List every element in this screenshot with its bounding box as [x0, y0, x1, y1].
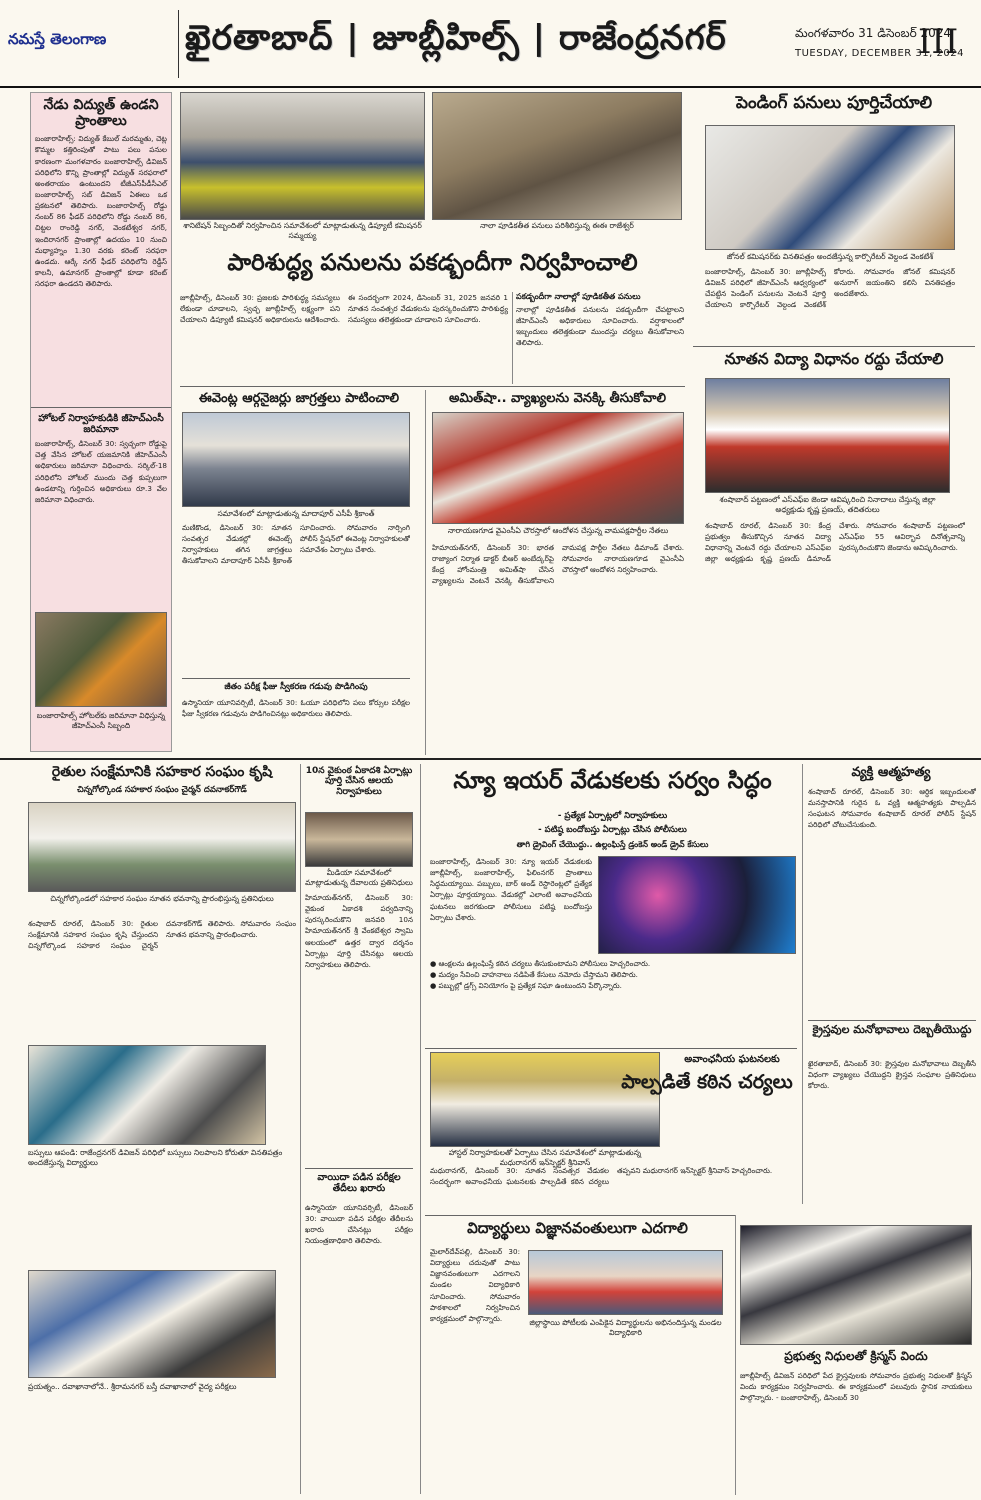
power-cut-body: బంజారాహిల్స్: విద్యుత్ కేబుల్ మరమ్మతు, చెట్ల కొమ్మల కత్తిరింపుతో పాటు పలు పనుల కారణంగా మంగళవారం బంజారాహిల్స్ డివిజన్ పరిధిలోని కొన్ని ప్రాంతాల్లో విద్యుత్ సరఫరాలో అంతరాయం ఉంటుందని టీజీఎస్‌పీడీసీఎల్ బంజారాహిల్స్ సబ్ డివిజన్ ఏఈలు ఒక ప్రకటనలో తెలిపారు. బంజారాహిల్స్ రోడ్డు నంబర్ 86 ఫీడర్ పరిధిలోని రోడ్డు నంబర్ 86, చిట్టల రాంరెడ్డి నగర్, వెంకటేశ్వర నగర్, ఇందిరానగర్ ప్రాంతాల్లో ఉదయం 10 నుంచి మధ్యాహ్నం 1.30 వరకు కరెంట్ సరఫరా ఉండదు. ఆర్కే నగర్ ఫీడర్ పరిధిలోని రెడ్డీస్ కాలనీ, ఉమానగర్ ప్రాంతాల్లో కూడా కరెంట్ సరఫరా ఉండదని తెలిపారు. [35, 134, 167, 289]
amitshah-protest-photo [432, 412, 684, 524]
christian-sentiments-body: ఖైరతాబాద్, డిసెంబర్ 30: క్రైస్తవుల మనోభావాలు దెబ్బతీసే విధంగా వ్యాఖ్యలు చేయొద్దని క్రైస్తవ సంఘాల ప్రతినిధులు కోరారు. [808, 1059, 976, 1091]
events-meeting-photo [182, 412, 410, 507]
divider [300, 764, 301, 1494]
amitshah-body: హిమాయత్‌నగర్, డిసెంబర్ 30: భారత రాజ్యాంగ నిర్మాత డాక్టర్ బీఆర్ అంబేద్కర్‌పై కేంద్ర హోంమంత్రి అమిత్‌షా చేసిన వ్యాఖ్యలను వెంటనే వెనక్కి తీసుకోవాలని వామపక్ష పార్టీల నేతలు డిమాండ్ చేశారు. సోమవారం నారాయణగూడ వైఎంసీఏ చౌరస్తాలో ఆందోళన నిర్వహించారు. [432, 543, 684, 586]
drain-desilting-body: నాలాల్లో పూడికతీత పనులను పకడ్బందీగా చేపట్టాలని జీహెచ్ఎంసీ అధికారులు సూచించారు. వర్షాకాలంలో ఇబ్బందులు తలెత్తకుండా ముందస్తు చర్యలు తీసుకోవాలని తెలిపారు. [516, 305, 684, 348]
events-body: మణికొండ, డిసెంబర్ 30: నూతన సంవత్సర వేడుకల్లో ఈవెంట్స్ నిర్వాహకులు తగిన జాగ్రత్తలు తీసుకోవాలని మాదాపూర్ ఏసీపీ శ్రీకాంత్ సూచించారు. సోమవారం నార్సింగి పోలీస్ స్టేషన్‌లో ఈవెంట్ల నిర్వాహకులతో సమావేశం ఏర్పాటు చేశారు. [182, 523, 410, 566]
newyear-subheadline-2: - పటిష్ఠ బందోబస్తు ఏర్పాట్లు చేసిన పోలీసులు [538, 825, 687, 835]
sanitation-meeting-photo [180, 92, 425, 220]
students-headline: విద్యార్థులు విజ్ఞానవంతులుగా ఎదగాలి [467, 1219, 688, 1237]
cooperative-photo [28, 802, 296, 892]
cooperative-caption: చిన్నగోల్కొండలో సహకార సంఘం నూతన భవనాన్ని ప్రారంభిస్తున్న ప్రతినిధులు [50, 894, 274, 903]
newyear-bullet: ● ఆంక్షలను ఉల్లంఘిస్తే కఠిన చర్యలు తీసుకుంటామని పోలీసులు హెచ్చరించారు. [430, 959, 651, 968]
hotel-fine-body: బంజారాహిల్స్, డిసెంబర్ 30: స్వచ్ఛంగా రోడ్డుపై చెత్త వేసిన హోటల్ యజమానికి జీహెచ్ఎంసీ అధికారులు జరిమానా విధించారు. సర్కిల్-18 పరిధిలోని హోటల్ ముందు చెత్త కుప్పలుగా ఉండటాన్ని గుర్తించిన అధికారులు రూ.3 వేల జరిమానా విధించారు. [35, 439, 167, 504]
divider [305, 1168, 413, 1169]
hotel-fine-caption: బంజారాహిల్స్ హోటల్‌కు జరిమానా విధిస్తున్న జీహెచ్ఎంసీ సిబ్బంది [36, 711, 166, 730]
education-policy-headline: నూతన విద్యా విధానం రద్దు చేయాలి [724, 350, 944, 368]
page-number: III [918, 22, 959, 62]
students-caption: జిల్లాస్థాయి పోటీలకు ఎంపికైన విద్యార్థులను అభినందిస్తున్న మండల విద్యాధికారి [529, 1318, 722, 1337]
exam-fee-body: ఉస్మానియా యూనివర్సిటీ, డిసెంబర్ 30: ఓయూ పరిధిలోని పలు కోర్సుల పరీక్షల ఫీజు స్వీకరణ గడువును పొడిగించినట్లు అధికారులు తెలిపారు. [182, 698, 410, 719]
clinic-photo [28, 1270, 276, 1378]
masthead-title: ఖైరతాబాద్ | జూబ్లీహిల్స్ | రాజేంద్రనగర్ [185, 18, 727, 58]
cooperative-headline: రైతుల సంక్షేమానికి సహకార సంఘం కృషి [51, 764, 273, 780]
exam-dates-headline: వాయిదా పడిన పరీక్షల తేదీలు ఖరారు [317, 1172, 401, 1194]
temple-press-caption: మీడియా సమావేశంలో మాట్లాడుతున్న దేవాలయ ప్రతినిధులు [305, 868, 413, 887]
section-divider [0, 758, 981, 760]
date-english: TUESDAY, DECEMBER 31, 2024 [795, 48, 964, 59]
hostel-meeting-caption: హాస్టల్ నిర్వాహకులతో ఏర్పాటు చేసిన సమావేశంలో మాట్లాడుతున్న మధురానగర్ ఇన్‌స్పెక్టర్ శ్రీనివాస్ [448, 1148, 642, 1167]
brand-logo: నమస్తే తెలంగాణ [8, 30, 107, 48]
pending-works-photo [705, 125, 955, 250]
divider [693, 346, 975, 347]
masthead [0, 0, 981, 88]
christmas-headline: ప్రభుత్వ నిధులతో క్రిస్మస్ విందు [784, 1349, 928, 1363]
newyear-bullets [430, 958, 796, 1043]
drain-desilting-headline: పకడ్బందీగా నాలాల్లో పూడికతీత పనులు [516, 292, 641, 301]
temple-headline: 10న వైకుంఠ ఏకాదశి ఏర్పాట్లు పూర్తి చేసిన ఆలయ నిర్వాహకులు [305, 766, 413, 797]
events-headline: ఈవెంట్ల ఆర్గనైజర్లు జాగ్రత్తలు పాటించాలి [198, 391, 400, 406]
bus-memorandum-caption: బస్సులు ఆపండి: రాజేంద్రనగర్ డివిజన్ పరిధిలో బస్సులు నిలపాలని కోరుతూ వినతిపత్రం అందజేస్తున్న విద్యార్థులు [28, 1148, 283, 1167]
education-policy-body: శంషాబాద్ రూరల్, డిసెంబర్ 30: కేంద్ర ప్రభుత్వం తీసుకొచ్చిన నూతన విద్యా విధానాన్ని వెంటనే రద్దు చేయాలని ఎస్‌ఎఫ్‌ఐ జిల్లా అధ్యక్షుడు కృష్ణ ప్రణయ్ డిమాండ్ చేశారు. సోమవారం శంషాబాద్ పట్టణంలో ఎస్‌ఎఫ్‌ఐ 55 ఆవిర్భావ దినోత్సవాన్ని పురస్కరించుకొని జెండాను ఆవిష్కరించారు. [705, 521, 965, 564]
drain-inspection-caption: నాలా పూడికతీత పనులు పరిశీలిస్తున్న ఈఈ రాజేశ్వర్ [480, 221, 634, 230]
divider [180, 386, 685, 387]
pending-works-caption: జోనల్ కమిషనర్‌కు వినతిపత్రం అందజేస్తున్న కార్పొరేటర్ వెల్దండ వెంకటేశ్ [726, 252, 934, 261]
exam-fee-headline: జీతం పరీక్ష ఫీజు స్వీకరణ గడువు పొడిగింపు [224, 682, 368, 692]
christian-sentiments-headline: క్రైస్తవుల మనోభావాలు దెబ్బతీయొద్దు [812, 1023, 972, 1036]
hotel-fine-photo [35, 612, 167, 707]
cooperative-body: శంషాబాద్ రూరల్, డిసెంబర్ 30: రైతుల సంక్షేమానికి సహకార సంఘం కృషి చేస్తుందని చిన్నగోల్కొండ సహకార సంఘం చైర్మన్ దవనాకర్‌గౌడ్ తెలిపారు. సోమవారం సంఘం నూతన భవనాన్ని ప్రారంభించారు. [28, 919, 296, 951]
newyear-bullet: ● పబ్బుల్లో డ్రగ్స్ వినియోగం పై ప్రత్యేక నిఘా ఉంటుందని పేర్కొన్నారు. [430, 981, 622, 991]
temple-body: హిమాయత్‌నగర్, డిసెంబర్ 30: వైకుంఠ ఏకాదశి పర్వదినాన్ని పురస్కరించుకొని జనవరి 10న హిమాయత్‌నగర్ శ్రీ వేంకటేశ్వర స్వామి ఆలయంలో ఉత్తర ద్వార దర్శనం ఏర్పాట్లు పూర్తి చేసినట్లు ఆలయ నిర్వాహకులు తెలిపారు. [305, 893, 413, 969]
divider [420, 764, 421, 1494]
students-body: మైలార్‌దేవ్‌పల్లి, డిసెంబర్ 30: విద్యార్థులు చదువుతో పాటు విజ్ఞానవంతులుగా ఎదగాలని మండల విద్యాధికారి సూచించారు. సోమవారం పాఠశాలలో నిర్వహించిన కార్యక్రమంలో పాల్గొన్నారు. [430, 1247, 520, 1323]
events-meeting-caption: సమావేశంలో మాట్లాడుతున్న మాదాపూర్ ఎసీపీ శ్రీకాంత్ [217, 509, 375, 518]
exam-dates-body: ఉస్మానియా యూనివర్సిటీ, డిసెంబర్ 30: వాయిదా పడిన పరీక్షల తేదీలను ఖరారు చేసినట్లు పరీక్షల నియంత్రణాధికారి తెలిపారు. [305, 1203, 413, 1246]
clinic-caption: ప్రయత్నం.. దవాఖానాలోనే.. శ్రీరామనగర్ బస్తీ దవాఖానాలో వైద్య పరీక్షలు [28, 1382, 237, 1391]
education-protest-caption: శంషాబాద్ పట్టణంలో ఎస్‌ఎఫ్‌ఐ జెండా ఆవిష్కరించి నినాదాలు చేస్తున్న జిల్లా అధ్యక్షుడు కృష్ణ ప్రణయ్, తదితరులు [719, 495, 936, 514]
suicide-body: శంషాబాద్ రూరల్, డిసెంబర్ 30: ఆర్థిక ఇబ్బందులతో మనస్తాపానికి గురైన ఓ వ్యక్తి ఆత్మహత్యకు పాల్పడిన సంఘటన సోమవారం శంషాబాద్ రూరల్ పోలీస్ స్టేషన్ పరిధిలో చోటుచేసుకుంది. [808, 787, 976, 830]
divider [182, 678, 410, 679]
pending-works-headline: పెండింగ్ పనులు పూర్తిచేయాలి [735, 93, 933, 113]
hostel-meeting-photo [430, 1052, 660, 1147]
unwanted-incidents-headline: పాల్పడితే కఠిన చర్యలు [621, 1071, 793, 1093]
pending-works-body: బంజారాహిల్స్, డిసెంబర్ 30: జూబ్లీహిల్స్ డివిజన్ పరిధిలో జీహెచ్ఎంసీ ఆధ్వర్యంలో చేపట్టిన పెండింగ్ పనులను వెంటనే పూర్తి చేయాలని కార్పొరేటర్ వెల్దండ వెంకటేశ్ కోరారు. సోమవారం జోనల్ కమిషనర్ అనురాగ్ జయంతిని కలిసి వినతిపత్రం అందజేశారు. [705, 267, 955, 310]
newyear-headline: న్యూ ఇయర్ వేడుకలకు సర్వం సిద్ధం [453, 768, 772, 794]
divider [808, 1020, 976, 1021]
power-cut-headline: నేడు విద్యుత్ ఉండని ప్రాంతాలు [43, 97, 159, 130]
christmas-photo [740, 1225, 972, 1345]
amitshah-protest-caption: నారాయణగూడ వైఎంసీఏ చౌరస్తాలో ఆందోళన చేస్తున్న వామపక్షపార్టీల నేతలు [447, 526, 669, 535]
divider [425, 1215, 735, 1216]
amitshah-headline: అమిత్‌షా.. వ్యాఖ్యలను వెనక్కి తీసుకోవాలి [448, 391, 667, 406]
sanitation-meeting-caption: శానిటేషన్ సిబ్బందితో నిర్వహించిన సమావేశంలో మాట్లాడుతున్న డిప్యూటీ కమిషనర్ సమ్మయ్య [183, 221, 422, 240]
unwanted-incidents-body: మధురానగర్, డిసెంబర్ 30: నూతన సంవత్సర వేడుకల సందర్భంగా అవాంఛనీయ ఘటనలకు పాల్పడితే కఠిన చర్యలు తప్పవని మధురానగర్ ఇన్‌స్పెక్టర్ శ్రీనివాస్ హెచ్చరించారు. [430, 1166, 773, 1187]
divider [425, 390, 426, 755]
newyear-body: బంజారాహిల్స్, డిసెంబర్ 30: న్యూ ఇయర్ వేడుకలకు జూబ్లీహిల్స్, బంజారాహిల్స్, ఫిలింనగర్ ప్రాంతాలు సిద్ధమయ్యాయి. పబ్బులు, బార్ అండ్ రెస్టారెంట్లలో ప్రత్యేక ఏర్పాట్లు పూర్తయ్యాయి. వేడుకల్లో ఎలాంటి అవాంఛనీయ ఘటనలు జరగకుండా పోలీసులు పటిష్ఠ బందోబస్తు ఏర్పాటు చేశారు. [430, 857, 592, 922]
christmas-body: జూబ్లీహిల్స్ డివిజన్ పరిధిలో పేద క్రైస్తవులకు సోమవారం ప్రభుత్వ నిధులతో క్రిస్మస్ విందు కార్యక్రమం నిర్వహించారు. ఈ కార్యక్రమంలో పలువురు స్థానిక నాయకులు పాల్గొన్నారు. - బంజారాహిల్స్, డిసెంబర్ 30 [740, 1371, 972, 1403]
divider [735, 1215, 736, 1495]
temple-press-photo [305, 812, 413, 867]
sanitation-body: జూబ్లీహిల్స్, డిసెంబర్ 30: ప్రజలకు పారిశుద్ధ్య సమస్యలు లేకుండా చూడాలని, స్వచ్ఛ జూబ్లీహిల్స్ లక్ష్యంగా పని చేయాలని డిప్యూటీ కమిషనర్ అధికారులను ఆదేశించారు. ఈ సందర్భంగా 2024, డిసెంబర్ 31, 2025 జనవరి 1 నూతన సంవత్సర వేడుకలను పురస్కరించుకొని పారిశుద్ధ్య సమస్యలు తలెత్తకుండా చూడాలని సూచించారు. [180, 293, 508, 325]
divider [31, 407, 171, 408]
pub-party-photo [598, 856, 796, 954]
cooperative-subheadline: చిన్నగోల్కొండ సహకార సంఘం చైర్మన్ దవనాకర్‌గౌడ్ [77, 785, 247, 795]
newyear-subheadline-1: - ప్రత్యేక ఏర్పాట్లలో నిర్వాహకులు [557, 811, 668, 821]
masthead-divider [178, 10, 179, 78]
divider [425, 1048, 797, 1049]
newyear-bullet: ● మద్యం సేవించి వాహనాలు నడిపితే కేసులు నమోదు చేస్తామని తెలిపారు. [430, 970, 638, 980]
unwanted-incidents-kicker: అవాంఛనీయ ఘటనలకు [684, 1054, 780, 1065]
suicide-headline: వ్యక్తి ఆత్మహత్య [851, 765, 931, 780]
power-cut-column [30, 92, 172, 752]
hotel-fine-headline: హోటల్ నిర్వాహకుడికి జీహెచ్ఎంసీ జరిమానా [38, 413, 164, 436]
date-telugu: మంగళవారం 31 డిసెంబర్ 2024 [795, 26, 952, 40]
students-photo [528, 1250, 723, 1315]
drain-inspection-photo [432, 92, 682, 220]
newyear-subheadline-3: తాగి డ్రైవింగ్ చేయొద్దు.. ఉల్లంఘిస్తే డ్రంకెన్ అండ్ డ్రైవ్ కేసులు [516, 840, 709, 849]
bus-memorandum-photo [28, 1045, 266, 1145]
sanitation-headline: పారిశుద్ధ్య పనులను పకడ్బందీగా నిర్వహించాలి [227, 250, 638, 276]
education-protest-photo [705, 378, 950, 493]
divider [802, 764, 803, 1204]
divider [512, 292, 513, 384]
